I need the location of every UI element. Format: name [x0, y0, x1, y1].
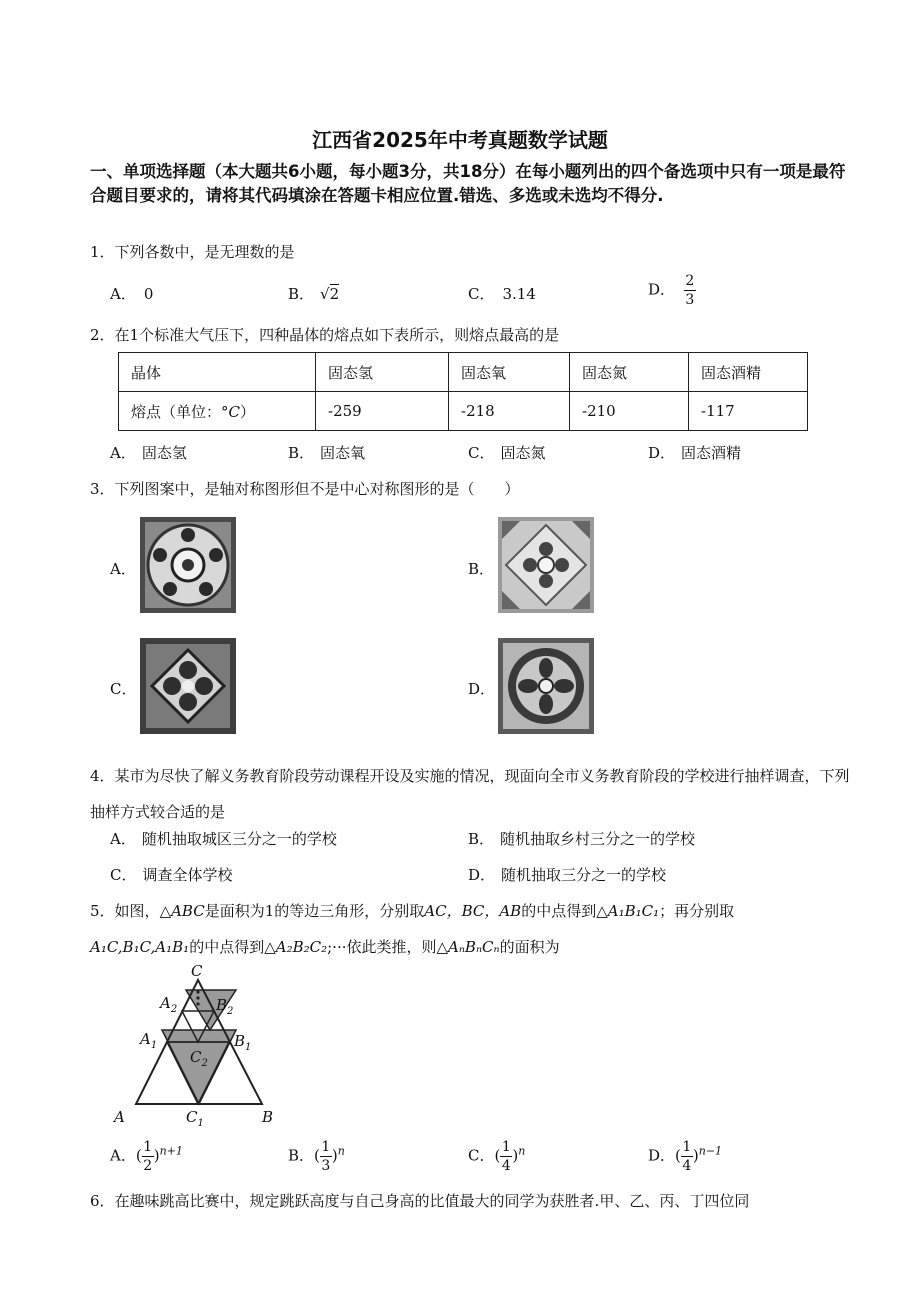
unit: °C [221, 402, 240, 421]
row-label: 熔点（单位： [131, 402, 222, 421]
option-value: 随机抽取城区三分之一的学校 [141, 830, 337, 848]
option-value: 2 [329, 285, 340, 303]
option-value: 固态氮 [500, 444, 546, 462]
option-b [468, 828, 695, 850]
denominator: 4 [501, 1158, 511, 1174]
option-value: 固态氧 [320, 444, 366, 462]
label-a1: $A_1$ [140, 1030, 158, 1051]
numerator: 1 [501, 1139, 511, 1155]
math-expression: △AₙBₙCₙ [436, 938, 500, 956]
option-a [110, 828, 337, 850]
option-value: 调查全体学校 [142, 866, 233, 884]
option-label: A． [110, 285, 136, 303]
denominator: 4 [682, 1158, 692, 1174]
option-c [468, 442, 546, 464]
option-a [110, 283, 153, 305]
exponent: n−1 [698, 1144, 723, 1158]
label-c1: $C_1$ [186, 1108, 204, 1129]
fraction [142, 1140, 154, 1173]
question-number: 6． [90, 1192, 115, 1210]
numerator: 2 [685, 273, 695, 289]
page-title: 江西省2025年中考真题数学试题 [312, 128, 608, 152]
question-number: 4． [90, 767, 115, 785]
denominator: 2 [143, 1158, 153, 1174]
option-label: C． [468, 285, 495, 303]
option-label: D． [648, 280, 676, 299]
question-text: 某市为尽快了解义务教育阶段劳动课程开设及实施的情况，现面向全市义务教育阶段的学校进行抽样调查，下列抽样方式较合适的是 [90, 767, 850, 821]
fraction [684, 274, 696, 307]
question-text: 是面积为1的等边三角形，分别取 [204, 902, 425, 920]
table-row [119, 353, 808, 392]
option-label: B． [288, 444, 315, 462]
label-c2: $C_2$ [190, 1048, 208, 1069]
label-c: C [191, 962, 203, 980]
math-expression: △A₁B₁C₁ [596, 902, 660, 920]
pattern-b-image [498, 517, 594, 613]
option-label: A． [110, 444, 136, 462]
option-value: 0 [143, 285, 154, 303]
option-d: D．( $\frac{1}{4}$ )$^{n-1}$ [648, 1139, 723, 1174]
option-label: D． [648, 1146, 676, 1165]
table-cell [119, 392, 316, 431]
option-label: C． [468, 1146, 495, 1165]
table-cell: -210 [570, 392, 689, 431]
section-instructions: 一、单项选择题（本大题共6小题，每小题3分，共18分）在每小题列出的四个备选项中只有一项是最符合题目要求的，请将其代码填涂在答题卡相应位置.错选、多选或未选均不得分. [90, 162, 846, 205]
option-d [648, 274, 696, 307]
option-label: A． [110, 1146, 136, 1165]
question-text: 下列各数中，是无理数的是 [114, 243, 295, 261]
option-value: 固态氢 [141, 444, 187, 462]
option-d [648, 442, 741, 464]
table-cell: 固态氢 [316, 353, 449, 392]
question-number: 3． [90, 480, 115, 498]
question-number: 5． [90, 902, 115, 920]
melting-point-table [118, 352, 808, 431]
table-cell: -218 [449, 392, 570, 431]
question-text: 如图， [114, 902, 160, 920]
option-b: B．( $\frac{1}{3}$ )$^n$ [288, 1139, 345, 1174]
option-value: 随机抽取三分之一的学校 [501, 866, 667, 884]
table-cell: 固态酒精 [689, 353, 808, 392]
label-b1: $B_1$ [234, 1032, 252, 1053]
denominator: 3 [685, 292, 695, 308]
option-label: D． [648, 444, 676, 462]
option-a [110, 442, 187, 464]
label-a2: $A_2$ [160, 994, 178, 1015]
question-2 [90, 324, 850, 346]
question-text: 的中点得到 [189, 938, 265, 956]
question-5-line-2 [90, 936, 850, 958]
exponent: n+1 [159, 1144, 183, 1158]
pattern-c-image [140, 638, 236, 734]
option-label: D． [468, 680, 496, 698]
option-c: C．( $\frac{1}{4}$ )$^n$ [468, 1139, 526, 1174]
numerator: 1 [321, 1139, 331, 1155]
denominator: 3 [321, 1158, 331, 1174]
question-4 [90, 758, 850, 830]
fraction [500, 1140, 512, 1173]
question-text: 的中点得到 [521, 902, 597, 920]
numerator: 1 [143, 1139, 153, 1155]
option-label: A． [110, 830, 136, 848]
question-5-line-1 [90, 900, 850, 922]
question-text: 的面积为 [499, 938, 560, 956]
label-b: B [262, 1108, 274, 1126]
question-text: 下列图案中，是轴对称图形但不是中心对称图形的是（ ） [114, 480, 520, 498]
option-d [468, 864, 666, 886]
option-label: D． [468, 866, 496, 884]
exponent: n [518, 1144, 526, 1158]
fraction [320, 1140, 332, 1173]
table-cell: 固态氮 [570, 353, 689, 392]
triangle-figure [110, 962, 290, 1130]
option-value: 随机抽取乡村三分之一的学校 [500, 830, 696, 848]
option-a: A．( $\frac{1}{2}$ )$^{n+1}$ [110, 1139, 183, 1174]
label-a: A [114, 1108, 125, 1126]
option-b [288, 442, 365, 464]
option-value: 固态酒精 [681, 444, 742, 462]
option-c [468, 283, 536, 305]
exponent: n [337, 1144, 345, 1158]
option-label: B． [468, 830, 495, 848]
question-number: 1． [90, 243, 115, 261]
option-label: B． [288, 285, 315, 303]
question-number: 2． [90, 326, 115, 344]
math-expression: AC，BC，AB [424, 902, 522, 920]
label-b2: $B_2$ [216, 996, 234, 1017]
math-expression: △ABC [159, 902, 205, 920]
math-expression: A₁C,B₁C,A₁B₁ [90, 938, 190, 956]
question-1 [90, 241, 850, 263]
question-3 [90, 478, 850, 500]
option-label: B． [468, 560, 495, 578]
table-cell: 固态氧 [449, 353, 570, 392]
fraction [681, 1140, 693, 1173]
numerator: 1 [682, 1139, 692, 1155]
question-text: 在趣味跳高比赛中，规定跳跃高度与自己身高的比值最大的同学为获胜者.甲、乙、丙、丁四位同 [114, 1192, 750, 1210]
pattern-a-image [140, 517, 236, 613]
option-label: C． [110, 680, 137, 698]
option-b [288, 283, 339, 305]
table-cell: 晶体 [119, 353, 316, 392]
option-label: C． [110, 866, 137, 884]
question-text: 在1个标准大气压下，四种晶体的熔点如下表所示，则熔点最高的是 [114, 326, 560, 344]
table-cell: -117 [689, 392, 808, 431]
option-label: C． [468, 444, 495, 462]
question-text: ;···依此类推，则 [327, 938, 437, 956]
math-expression: △A₂B₂C₂ [264, 938, 328, 956]
question-text: ；再分别取 [659, 902, 735, 920]
pattern-d-image [498, 638, 594, 734]
sqrt-symbol: √ [320, 285, 330, 303]
option-value: 3.14 [502, 285, 536, 303]
option-c [110, 864, 233, 886]
table-cell: -259 [316, 392, 449, 431]
row-close: ） [240, 402, 256, 421]
option-label: A． [110, 560, 136, 578]
table-row [119, 392, 808, 431]
question-6 [90, 1190, 850, 1212]
option-label: B． [288, 1146, 315, 1165]
